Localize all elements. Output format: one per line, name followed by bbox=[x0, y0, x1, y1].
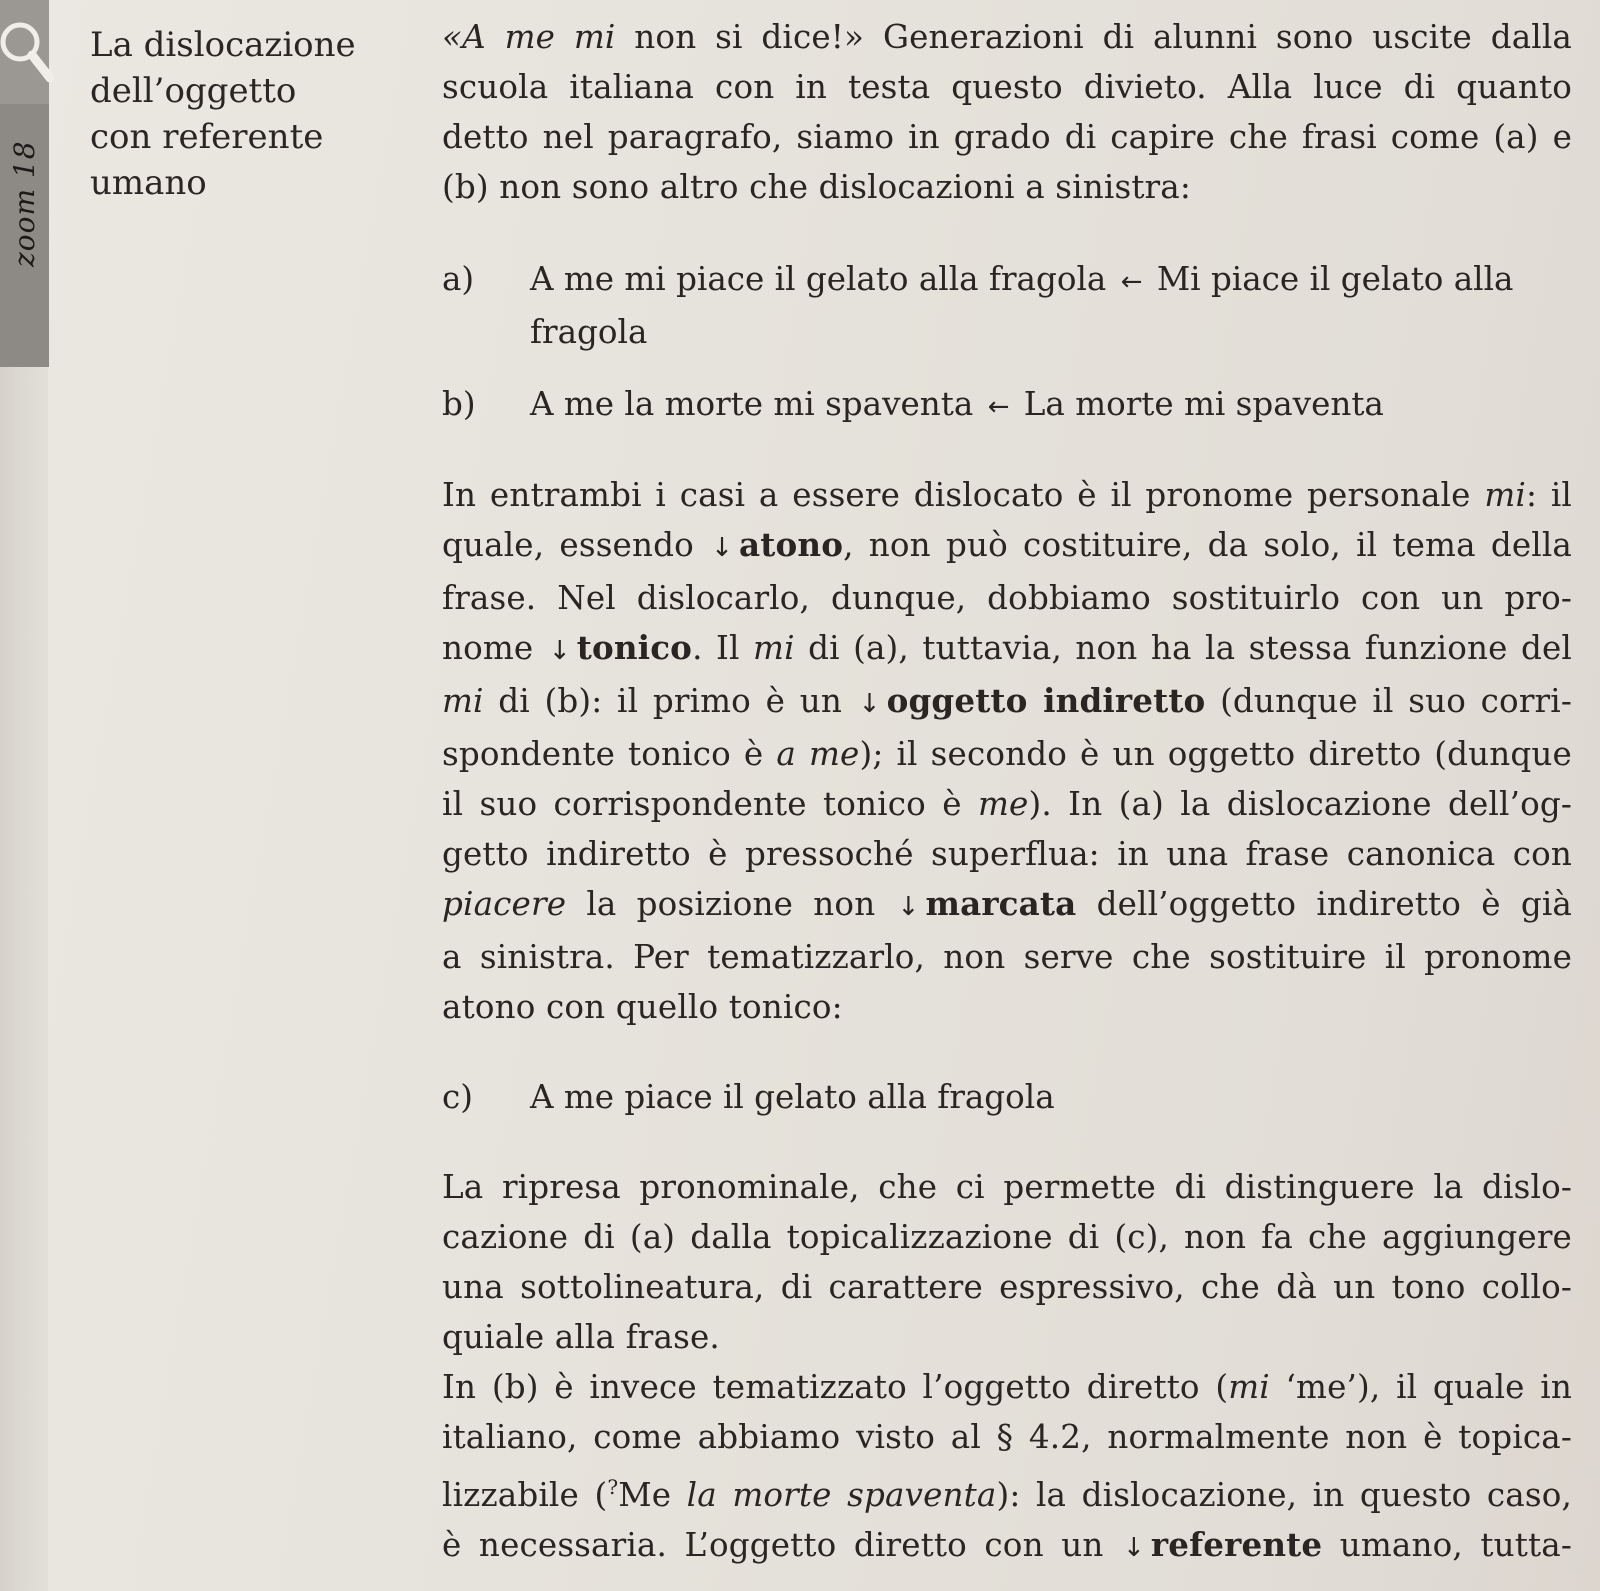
text-line bbox=[442, 1462, 1572, 1520]
text-run: nome bbox=[442, 629, 547, 667]
text-run: (dunque il suo corri- bbox=[1205, 682, 1572, 720]
magnifier-icon bbox=[0, 16, 56, 86]
text-line: (b) non sono altro che dislocazioni a sinistra: bbox=[442, 168, 1191, 206]
example-label: a) bbox=[442, 260, 475, 298]
glossary-term: atono bbox=[739, 525, 844, 564]
example-label: c) bbox=[442, 1078, 473, 1116]
example-text bbox=[530, 254, 1572, 307]
text-line: La ripresa pronominale, che ci permette di distinguere la dislo- bbox=[442, 1168, 1572, 1206]
margin-title-line: umano bbox=[90, 163, 207, 203]
text-line bbox=[442, 623, 1572, 676]
margin-title-line: con referente bbox=[90, 117, 324, 157]
example-text bbox=[530, 379, 1572, 432]
italic-term: mi bbox=[1228, 1368, 1270, 1406]
example-label: b) bbox=[442, 385, 476, 423]
intro-paragraph bbox=[442, 12, 1572, 212]
text-run: di (a), tuttavia, non ha la stessa funzione del bbox=[794, 629, 1572, 667]
text-run: In (b) è invece tematizzato l’oggetto diretto ( bbox=[442, 1368, 1229, 1406]
text-run: la posizione non bbox=[566, 885, 896, 923]
example-text: A me piace il gelato alla fragola bbox=[530, 1078, 1055, 1116]
italic-term: a me bbox=[776, 735, 860, 773]
quote-italic: «A me mi bbox=[442, 18, 616, 56]
down-arrow-icon: ↓ bbox=[548, 636, 571, 666]
text-line bbox=[442, 676, 1572, 729]
text-run: , non può costituire, da solo, il tema della bbox=[843, 526, 1572, 564]
text-line bbox=[442, 470, 1572, 520]
text-run: : il bbox=[1525, 476, 1572, 514]
margin-title-line: La dislocazione bbox=[90, 25, 356, 65]
example-left: A me la morte mi spaventa bbox=[530, 385, 974, 423]
italic-term: la morte spaventa bbox=[686, 1475, 997, 1514]
text-line: getto indiretto è pressoché superflua: in una frase canonica con bbox=[442, 835, 1572, 873]
glossary-term: tonico bbox=[576, 628, 693, 667]
text-line bbox=[442, 1520, 1572, 1573]
glossary-term: oggetto indiretto bbox=[886, 681, 1206, 720]
italic-term: mi bbox=[442, 682, 484, 720]
text-line: scuola italiana con in testa questo divieto. Alla luce di quanto bbox=[442, 68, 1572, 106]
text-run: quale, essendo bbox=[442, 526, 710, 564]
text-run: il suo corrispondente tonico è bbox=[442, 785, 978, 823]
text-run: ). In (a) la dislocazione dell’og- bbox=[1028, 785, 1572, 823]
glossary-term: referente bbox=[1150, 1524, 1323, 1564]
example-b bbox=[442, 379, 1572, 432]
text-run: di (b): il primo è un bbox=[483, 682, 857, 720]
text-run: . Il bbox=[692, 629, 754, 667]
text-line bbox=[442, 520, 1572, 573]
down-arrow-icon: ↓ bbox=[711, 533, 734, 563]
text-line bbox=[442, 879, 1572, 932]
text-line bbox=[442, 1362, 1572, 1412]
text-run: umano, tutta- bbox=[1322, 1525, 1572, 1564]
text-line: detto nel paragrafo, siamo in grado di capire che frasi come (a) e bbox=[442, 118, 1572, 156]
down-arrow-icon: ↓ bbox=[1122, 1532, 1145, 1563]
page-gutter-shadow bbox=[0, 360, 48, 1591]
text-line: una sottolineatura, di carattere espressivo, che dà un tono collo- bbox=[442, 1268, 1572, 1306]
text-run: lizzabile ( bbox=[442, 1475, 608, 1514]
text-line bbox=[442, 729, 1572, 779]
text-run: dell’oggetto indiretto è già bbox=[1076, 885, 1572, 923]
body-paragraph-2 bbox=[442, 1162, 1572, 1573]
margin-title-line: dell’oggetto bbox=[90, 71, 297, 111]
down-arrow-icon: ↓ bbox=[858, 689, 881, 719]
text-line: atono con quello tonico: bbox=[442, 988, 843, 1026]
text-line: frase. Nel dislocarlo, dunque, dobbiamo sostituirlo con un pro- bbox=[442, 579, 1572, 617]
text-run: ); il secondo è un oggetto diretto (dunque bbox=[859, 735, 1572, 773]
italic-term: piacere bbox=[442, 885, 567, 923]
text-run: ): la dislocazione, in questo caso, bbox=[996, 1475, 1572, 1514]
margin-title bbox=[90, 22, 390, 206]
text-line: quiale alla frase. bbox=[442, 1318, 720, 1356]
zoom-label: zoom 18 bbox=[8, 140, 41, 267]
text-line: cazione di (a) dalla topicalizzazione di (c), non fa che aggiungere bbox=[442, 1218, 1572, 1256]
italic-term: me bbox=[978, 785, 1029, 823]
example-right: La morte mi spaventa bbox=[1023, 385, 1384, 423]
glossary-term: marcata bbox=[925, 884, 1077, 923]
left-arrow-icon: ← bbox=[987, 392, 1010, 422]
example-a bbox=[442, 254, 1572, 357]
text-run: spondente tonico è bbox=[442, 735, 777, 773]
example-c bbox=[442, 1072, 1572, 1122]
text-run: non si dice!» Generazioni di alunni sono uscite dalla bbox=[615, 18, 1572, 56]
text-run: Me bbox=[618, 1475, 687, 1514]
body-paragraph-1 bbox=[442, 470, 1572, 1032]
left-arrow-icon: ← bbox=[1120, 267, 1143, 297]
question-mark-superscript: ? bbox=[607, 1475, 619, 1499]
italic-term: mi bbox=[753, 629, 795, 667]
text-run: In entrambi i casi a essere dislocato è il pronome personale bbox=[442, 476, 1485, 514]
example-right: Mi piace il gelato alla bbox=[1156, 260, 1514, 298]
text-line bbox=[442, 779, 1572, 829]
text-line: a sinistra. Per tematizzarlo, non serve che sostituire il pronome bbox=[442, 938, 1572, 976]
text-run: è necessaria. L’oggetto diretto con un bbox=[442, 1525, 1121, 1564]
text-line bbox=[442, 12, 1572, 62]
text-line: italiano, come abbiamo visto al § 4.2, normalmente non è topica- bbox=[442, 1418, 1572, 1456]
example-left: A me mi piace il gelato alla fragola bbox=[530, 260, 1107, 298]
main-text bbox=[442, 12, 1572, 1573]
zoom-side-tab bbox=[0, 0, 49, 367]
down-arrow-icon: ↓ bbox=[897, 892, 920, 922]
text-run: ‘me’), il quale in bbox=[1269, 1368, 1572, 1406]
example-text-cont: fragola bbox=[530, 313, 648, 351]
italic-term: mi bbox=[1484, 476, 1526, 514]
